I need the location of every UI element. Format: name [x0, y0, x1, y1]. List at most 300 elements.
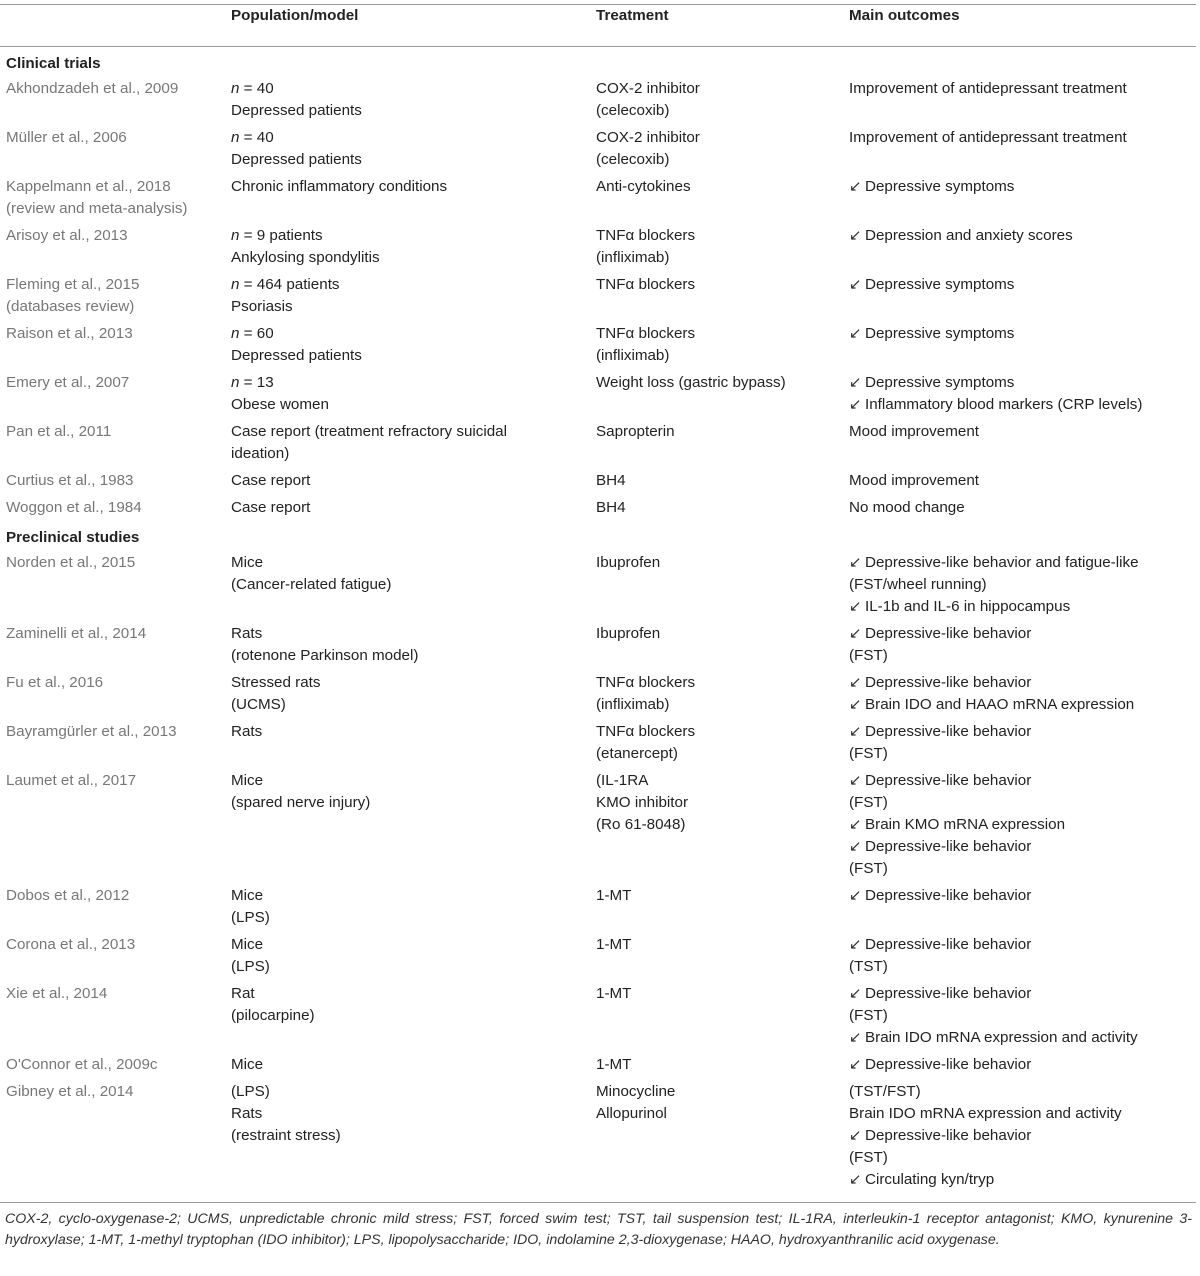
cell-population: [225, 672, 590, 721]
section-title: Clinical trials: [6, 55, 101, 72]
population-line: [231, 149, 590, 171]
population-text: = 13: [239, 374, 274, 391]
decrease-arrow-icon: ↙: [849, 838, 862, 855]
outcome-line: [849, 694, 1196, 716]
treatment-line: (Ro 61-8048): [596, 816, 686, 833]
population-text: Mice: [231, 1056, 264, 1073]
population-text: = 40: [239, 129, 274, 146]
population-line: [231, 885, 590, 907]
cell-outcomes: [843, 934, 1196, 983]
outcome-text: Depressive-like behavior: [865, 625, 1032, 642]
outcome-text: Depressive-like behavior: [865, 985, 1032, 1002]
outcome-line: [849, 574, 1196, 596]
outcome-line: [849, 645, 1196, 667]
outcome-text: Depressive-like behavior: [865, 772, 1032, 789]
outcome-line: [849, 792, 1196, 814]
population-text: Rats: [231, 723, 263, 740]
population-line: [231, 1005, 590, 1027]
cell-study: [0, 1081, 225, 1196]
cell-study: [0, 552, 225, 623]
study-line: Emery et al., 2007: [6, 374, 130, 391]
outcome-text: Depressive-like behavior: [865, 1127, 1032, 1144]
decrease-arrow-icon: ↙: [849, 396, 862, 413]
outcome-text: Depressive-like behavior: [865, 838, 1032, 855]
outcome-text: Brain KMO mRNA expression: [865, 816, 1066, 833]
outcome-line: [849, 372, 1196, 394]
outcome-line: [849, 1147, 1196, 1169]
outcome-text: (FST): [849, 1007, 888, 1024]
treatment-line: TNFα blockers: [596, 227, 696, 244]
study-line: Arisoy et al., 2013: [6, 227, 128, 244]
study-line: (databases review): [6, 298, 135, 315]
population-line: [231, 1054, 590, 1076]
decrease-arrow-icon: ↙: [849, 276, 862, 293]
cell-population: [225, 1081, 590, 1196]
study-line: Dobos et al., 2012: [6, 887, 130, 904]
cell-study: [0, 421, 225, 470]
population-line: [231, 296, 590, 318]
population-text: Ankylosing spondylitis: [231, 249, 380, 266]
outcome-text: (TST): [849, 958, 888, 975]
outcome-text: Depressive symptoms: [865, 374, 1015, 391]
treatment-line: (IL-1RA: [596, 772, 649, 789]
population-text: Mice: [231, 554, 264, 571]
outcome-text: IL-1b and IL-6 in hippocampus: [865, 598, 1071, 615]
outcome-line: [849, 1005, 1196, 1027]
study-line: Müller et al., 2006: [6, 129, 127, 146]
population-text: n: [231, 80, 240, 97]
population-line: [231, 127, 590, 149]
outcome-text: (FST): [849, 860, 888, 877]
decrease-arrow-icon: ↙: [849, 598, 862, 615]
population-text: n: [231, 325, 240, 342]
treatment-line: Allopurinol: [596, 1105, 667, 1122]
outcome-line: [849, 623, 1196, 645]
outcome-line: [849, 596, 1196, 618]
study-line: Woggon et al., 1984: [6, 499, 142, 516]
decrease-arrow-icon: ↙: [849, 936, 862, 953]
cell-study: [0, 78, 225, 127]
table-row: [0, 421, 1196, 470]
outcome-text: Improvement of antidepressant treatment: [849, 80, 1127, 97]
table-body: [0, 47, 1196, 1197]
study-line: Fu et al., 2016: [6, 674, 104, 691]
table-row: [0, 885, 1196, 934]
treatment-line: COX-2 inhibitor: [596, 129, 700, 146]
population-text: Mice: [231, 936, 264, 953]
table-row: [0, 274, 1196, 323]
cell-treatment: [590, 552, 843, 623]
outcome-line: [849, 814, 1196, 836]
header-outcomes: Main outcomes: [843, 5, 1196, 47]
outcome-line: [849, 1081, 1196, 1103]
cell-population: [225, 885, 590, 934]
decrease-arrow-icon: ↙: [849, 1127, 862, 1144]
decrease-arrow-icon: ↙: [849, 554, 862, 571]
table-row: [0, 497, 1196, 524]
treatment-line: COX-2 inhibitor: [596, 80, 700, 97]
population-text: = 464 patients: [239, 276, 340, 293]
cell-population: [225, 770, 590, 885]
population-line: [231, 983, 590, 1005]
outcome-text: Depressive-like behavior: [865, 1056, 1032, 1073]
outcome-text: (FST): [849, 647, 888, 664]
treatment-line: TNFα blockers: [596, 325, 696, 342]
header-study: [0, 5, 225, 47]
cell-study: [0, 983, 225, 1054]
population-text: n: [231, 374, 240, 391]
cell-treatment: [590, 770, 843, 885]
cell-population: [225, 176, 590, 225]
population-line: [231, 372, 590, 394]
population-line: [231, 274, 590, 296]
population-line: [231, 792, 590, 814]
population-text: Case report: [231, 472, 311, 489]
outcome-text: Depression and anxiety scores: [865, 227, 1073, 244]
cell-treatment: [590, 1054, 843, 1081]
cell-outcomes: [843, 1054, 1196, 1081]
decrease-arrow-icon: ↙: [849, 1029, 862, 1046]
study-line: O'Connor et al., 2009c: [6, 1056, 158, 1073]
outcome-text: Depressive-like behavior: [865, 723, 1032, 740]
header-treatment: Treatment: [590, 5, 843, 47]
population-line: [231, 645, 590, 667]
population-text: n: [231, 227, 240, 244]
treatment-line: Sapropterin: [596, 423, 675, 440]
table-row: [0, 983, 1196, 1054]
cell-outcomes: [843, 225, 1196, 274]
study-line: Kappelmann et al., 2018: [6, 178, 171, 195]
population-text: (spared nerve injury): [231, 794, 371, 811]
section-title: Preclinical studies: [6, 529, 140, 546]
outcome-text: Improvement of antidepressant treatment: [849, 129, 1127, 146]
population-text: n: [231, 276, 240, 293]
cell-outcomes: [843, 78, 1196, 127]
cell-treatment: [590, 470, 843, 497]
cell-outcomes: [843, 1081, 1196, 1196]
population-line: [231, 574, 590, 596]
population-line: [231, 345, 590, 367]
cell-study: [0, 934, 225, 983]
table-row: [0, 770, 1196, 885]
outcome-text: (TST/FST): [849, 1083, 921, 1100]
study-line: Curtius et al., 1983: [6, 472, 134, 489]
outcome-line: [849, 552, 1196, 574]
cell-study: [0, 274, 225, 323]
treatment-line: 1-MT: [596, 985, 632, 1002]
table-row: [0, 470, 1196, 497]
cell-population: [225, 470, 590, 497]
table-row: [0, 1081, 1196, 1196]
cell-outcomes: [843, 421, 1196, 470]
table-row: [0, 1054, 1196, 1081]
outcome-text: Circulating kyn/tryp: [865, 1171, 995, 1188]
population-line: [231, 443, 590, 465]
treatment-line: Weight loss (gastric bypass): [596, 374, 786, 391]
population-text: (restraint stress): [231, 1127, 341, 1144]
outcome-line: [849, 225, 1196, 247]
cell-outcomes: [843, 323, 1196, 372]
study-line: Bayramgürler et al., 2013: [6, 723, 177, 740]
outcome-text: (FST): [849, 794, 888, 811]
cell-outcomes: [843, 127, 1196, 176]
decrease-arrow-icon: ↙: [849, 1056, 862, 1073]
population-line: [231, 1081, 590, 1103]
treatment-line: (infliximab): [596, 696, 670, 713]
population-text: Mice: [231, 772, 264, 789]
cell-population: [225, 1054, 590, 1081]
population-line: [231, 552, 590, 574]
outcome-line: [849, 1169, 1196, 1191]
study-line: Gibney et al., 2014: [6, 1083, 134, 1100]
study-line: Fleming et al., 2015: [6, 276, 140, 293]
treatment-line: BH4: [596, 472, 626, 489]
outcome-text: Depressive symptoms: [865, 276, 1015, 293]
population-line: [231, 672, 590, 694]
cell-treatment: [590, 672, 843, 721]
section-row: [0, 47, 1196, 79]
population-line: [231, 176, 590, 198]
treatment-line: TNFα blockers: [596, 723, 696, 740]
population-line: [231, 421, 590, 443]
cell-treatment: [590, 421, 843, 470]
outcome-line: [849, 956, 1196, 978]
table-footnote: COX-2, cyclo-oxygenase-2; UCMS, unpredictable chronic mild stress; FST, forced swim test; TST, tail suspension test; IL-1RA, interleukin-1 receptor antagonist; KMO, kynurenine 3-hydroxylase; 1-MT, 1-methyl tryptophan (IDO inhibitor); LPS, lipopolysaccharide; IDO, indolamine 2,3-dioxygenase; HAAO, hydroxyanthranilic acid oxygenase.: [0, 1202, 1196, 1251]
table-row: [0, 721, 1196, 770]
decrease-arrow-icon: ↙: [849, 816, 862, 833]
cell-treatment: [590, 721, 843, 770]
population-text: Mice: [231, 887, 264, 904]
cell-population: [225, 983, 590, 1054]
cell-study: [0, 1054, 225, 1081]
cell-population: [225, 421, 590, 470]
outcome-text: Depressive-like behavior and fatigue-like: [865, 554, 1139, 571]
outcome-line: [849, 78, 1196, 100]
study-line: Laumet et al., 2017: [6, 772, 137, 789]
cell-population: [225, 127, 590, 176]
cell-outcomes: [843, 274, 1196, 323]
population-line: [231, 470, 590, 492]
treatment-line: TNFα blockers: [596, 276, 696, 293]
cell-treatment: [590, 497, 843, 524]
cell-outcomes: [843, 672, 1196, 721]
decrease-arrow-icon: ↙: [849, 985, 862, 1002]
table-row: [0, 127, 1196, 176]
outcome-line: [849, 934, 1196, 956]
population-line: [231, 770, 590, 792]
outcome-line: [849, 672, 1196, 694]
study-line: (review and meta-analysis): [6, 200, 188, 217]
population-line: [231, 1125, 590, 1147]
treatment-line: (celecoxib): [596, 151, 670, 168]
population-text: (Cancer-related fatigue): [231, 576, 392, 593]
outcome-text: Depressive-like behavior: [865, 674, 1032, 691]
outcome-line: [849, 885, 1196, 907]
table-row: [0, 225, 1196, 274]
outcome-line: [849, 127, 1196, 149]
cell-population: [225, 721, 590, 770]
population-text: Depressed patients: [231, 102, 362, 119]
study-line: Raison et al., 2013: [6, 325, 133, 342]
outcome-line: [849, 421, 1196, 443]
outcome-text: Brain IDO mRNA expression and activity: [865, 1029, 1138, 1046]
table-row: [0, 176, 1196, 225]
population-line: [231, 907, 590, 929]
decrease-arrow-icon: ↙: [849, 723, 862, 740]
treatment-line: 1-MT: [596, 1056, 632, 1073]
outcome-line: [849, 394, 1196, 416]
decrease-arrow-icon: ↙: [849, 887, 862, 904]
outcome-line: [849, 983, 1196, 1005]
population-text: Rats: [231, 625, 263, 642]
population-text: Depressed patients: [231, 151, 362, 168]
population-line: [231, 1103, 590, 1125]
cell-study: [0, 623, 225, 672]
decrease-arrow-icon: ↙: [849, 325, 862, 342]
outcome-text: Depressive-like behavior: [865, 887, 1032, 904]
cell-study: [0, 470, 225, 497]
population-text: Case report (treatment refractory suicidal: [231, 423, 508, 440]
population-line: [231, 934, 590, 956]
population-text: Psoriasis: [231, 298, 293, 315]
treatment-line: 1-MT: [596, 887, 632, 904]
table-row: [0, 672, 1196, 721]
study-line: Norden et al., 2015: [6, 554, 136, 571]
population-text: Depressed patients: [231, 347, 362, 364]
outcome-line: [849, 1125, 1196, 1147]
population-text: (pilocarpine): [231, 1007, 315, 1024]
data-table: [0, 4, 1196, 1196]
treatment-line: Anti-cytokines: [596, 178, 691, 195]
cell-population: [225, 225, 590, 274]
cell-outcomes: [843, 497, 1196, 524]
outcome-text: Brain IDO and HAAO mRNA expression: [865, 696, 1135, 713]
outcome-line: [849, 1103, 1196, 1125]
table-row: [0, 623, 1196, 672]
table-header: [0, 5, 1196, 47]
population-line: [231, 497, 590, 519]
population-line: [231, 623, 590, 645]
population-line: [231, 394, 590, 416]
cell-study: [0, 672, 225, 721]
population-text: (rotenone Parkinson model): [231, 647, 419, 664]
treatment-line: (infliximab): [596, 347, 670, 364]
study-line: Zaminelli et al., 2014: [6, 625, 147, 642]
outcome-text: Mood improvement: [849, 423, 979, 440]
cell-outcomes: [843, 552, 1196, 623]
cell-treatment: [590, 176, 843, 225]
table-row: [0, 552, 1196, 623]
cell-study: [0, 323, 225, 372]
outcome-line: [849, 770, 1196, 792]
cell-study: [0, 721, 225, 770]
population-line: [231, 694, 590, 716]
table-row: [0, 934, 1196, 983]
table-row: [0, 372, 1196, 421]
population-line: [231, 323, 590, 345]
cell-outcomes: [843, 176, 1196, 225]
population-text: (LPS): [231, 909, 270, 926]
population-text: Obese women: [231, 396, 329, 413]
population-text: = 60: [239, 325, 274, 342]
outcome-line: [849, 497, 1196, 519]
outcome-line: [849, 836, 1196, 858]
cell-population: [225, 552, 590, 623]
cell-treatment: [590, 1081, 843, 1196]
population-text: Stressed rats: [231, 674, 321, 691]
cell-outcomes: [843, 885, 1196, 934]
study-line: Xie et al., 2014: [6, 985, 108, 1002]
cell-outcomes: [843, 983, 1196, 1054]
outcome-line: [849, 721, 1196, 743]
treatment-line: Ibuprofen: [596, 625, 661, 642]
cell-outcomes: [843, 721, 1196, 770]
population-line: [231, 100, 590, 122]
cell-population: [225, 934, 590, 983]
outcome-text: No mood change: [849, 499, 965, 516]
outcome-text: (FST): [849, 1149, 888, 1166]
decrease-arrow-icon: ↙: [849, 674, 862, 691]
population-text: (LPS): [231, 958, 270, 975]
decrease-arrow-icon: ↙: [849, 625, 862, 642]
treatment-line: 1-MT: [596, 936, 632, 953]
population-line: [231, 78, 590, 100]
cell-study: [0, 127, 225, 176]
section-row: [0, 524, 1196, 552]
population-line: [231, 247, 590, 269]
decrease-arrow-icon: ↙: [849, 696, 862, 713]
cell-study: [0, 497, 225, 524]
population-text: ideation): [231, 445, 290, 462]
header-population: Population/model: [225, 5, 590, 47]
decrease-arrow-icon: ↙: [849, 178, 862, 195]
outcome-line: [849, 1054, 1196, 1076]
population-text: (UCMS): [231, 696, 286, 713]
population-line: [231, 225, 590, 247]
cell-outcomes: [843, 470, 1196, 497]
outcome-line: [849, 743, 1196, 765]
cell-treatment: [590, 127, 843, 176]
study-line: Corona et al., 2013: [6, 936, 136, 953]
study-line: Pan et al., 2011: [6, 423, 112, 440]
population-line: [231, 956, 590, 978]
population-text: n: [231, 129, 240, 146]
header-row: [0, 5, 1196, 47]
cell-treatment: [590, 225, 843, 274]
cell-treatment: [590, 623, 843, 672]
cell-study: [0, 885, 225, 934]
outcome-text: Depressive symptoms: [865, 178, 1015, 195]
cell-study: [0, 225, 225, 274]
outcome-line: [849, 1027, 1196, 1049]
treatment-line: Ibuprofen: [596, 554, 661, 571]
cell-treatment: [590, 983, 843, 1054]
outcome-text: (FST): [849, 745, 888, 762]
cell-study: [0, 372, 225, 421]
outcome-text: (FST/wheel running): [849, 576, 987, 593]
outcome-line: [849, 274, 1196, 296]
treatment-line: (etanercept): [596, 745, 678, 762]
decrease-arrow-icon: ↙: [849, 374, 862, 391]
cell-treatment: [590, 323, 843, 372]
cell-population: [225, 323, 590, 372]
treatment-line: BH4: [596, 499, 626, 516]
treatment-line: (celecoxib): [596, 102, 670, 119]
outcome-line: [849, 323, 1196, 345]
cell-population: [225, 497, 590, 524]
cell-population: [225, 274, 590, 323]
outcome-text: Depressive-like behavior: [865, 936, 1032, 953]
